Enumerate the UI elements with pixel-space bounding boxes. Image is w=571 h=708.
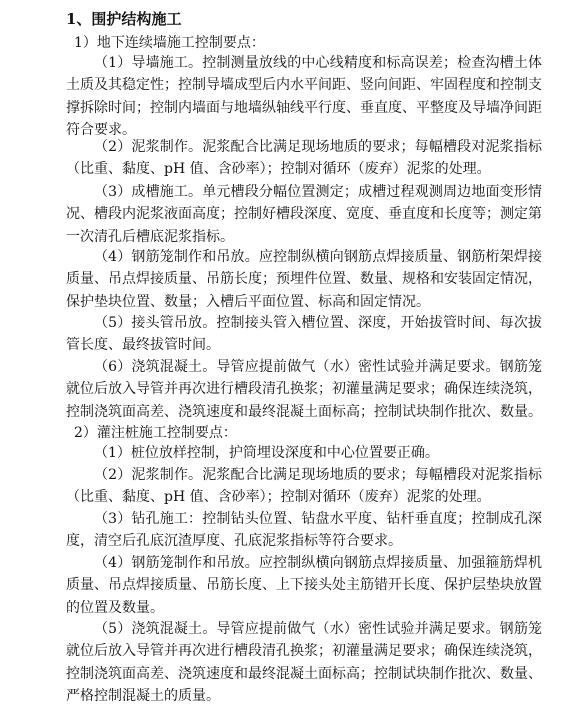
subsection-heading-bored-pile: 2）灌注桩施工控制要点： xyxy=(74,425,237,441)
paragraph-rebar-cage: （4）钢筋笼制作和吊放。应控制纵横向钢筋点焊接质量、钢筋桁架焊接质量、吊点焊接质量、吊筋长度；预埋件位置、数量、规格和安装固定情况，保护垫块位置、数量；入槽后平面位置、标高和固定情况。 xyxy=(66,249,542,310)
subsection-heading-diaphragm-wall: 1）地下连续墙施工控制要点： xyxy=(74,35,265,51)
paragraph-slurry: （2）泥浆制作。泥浆配合比满足现场地质的要求；每幅槽段对泥浆指标（比重、黏度、pH 值、含砂率）；控制对循环（废弃）泥浆的处理。 xyxy=(66,139,542,178)
paragraph-drilling: （3）钻孔施工：控制钻头位置、钻盘水平度、钻杆垂直度；控制成孔深度，清空后孔底沉渣厚度、孔底泥浆指标等符合要求。 xyxy=(66,511,542,550)
paragraph-trenching: （3）成槽施工。单元槽段分幅位置测定；成槽过程观测周边地面变形情况、槽段内泥浆液面高度；控制好槽段深度、宽度、垂直度和长度等；测定第一次清孔后槽底泥浆指标。 xyxy=(66,184,542,245)
paragraph-pile-concrete: （5）浇筑混凝土。导管应提前做气（水）密性试验并满足要求。钢筋笼就位后放入导管并再次进行槽段清孔换浆；初灌量满足要求；确保连续浇筑，控制浇筑面高差、浇筑速度和最终混凝土面标高；控制试块制作批次、数量、严格控制混凝土的质量。 xyxy=(66,621,542,705)
section-heading: 1、围护结构施工 xyxy=(66,10,182,28)
paragraph-pile-slurry: （2）泥浆制作。泥浆配合比满足现场地质的要求；每幅槽段对泥浆指标（比重、黏度、pH 值、含砂率）；控制对循环（废弃）泥浆的处理。 xyxy=(66,467,542,506)
paragraph-joint-pipe: （5）接头管吊放。控制接头管入槽位置、深度，开始拔管时间、每次拔管长度、最终拔管时间。 xyxy=(66,315,542,354)
paragraph-concrete-pouring: （6）浇筑混凝土。导管应提前做气（水）密性试验并满足要求。钢筋笼就位后放入导管并再次进行槽段清孔换浆；初灌量满足要求；确保连续浇筑，控制浇筑面高差、浇筑速度和最终混凝土面标高；控制试块制作批次、数量。 xyxy=(66,359,542,420)
paragraph-pile-layout: （1）桩位放样控制，护筒埋设深度和中心位置要正确。 xyxy=(94,445,439,461)
paragraph-guide-wall: （1）导墙施工。控制测量放线的中心线精度和标高误差；检查沟槽土体土质及其稳定性；控制导墙成型后内水平间距、竖向间距、牢固程度和控制支撑拆除时间；控制内墙面与地墙纵轴线平行度、垂直度、平整度及导墙净间距符合要求。 xyxy=(66,55,542,139)
paragraph-pile-rebar-cage: （4）钢筋笼制作和吊放。应控制纵横向钢筋点焊接质量、加强箍筋焊机质量、吊点焊接质量、吊筋长度、上下接头处主筋错开长度、保护层垫块放置的位置及数量。 xyxy=(66,555,542,616)
